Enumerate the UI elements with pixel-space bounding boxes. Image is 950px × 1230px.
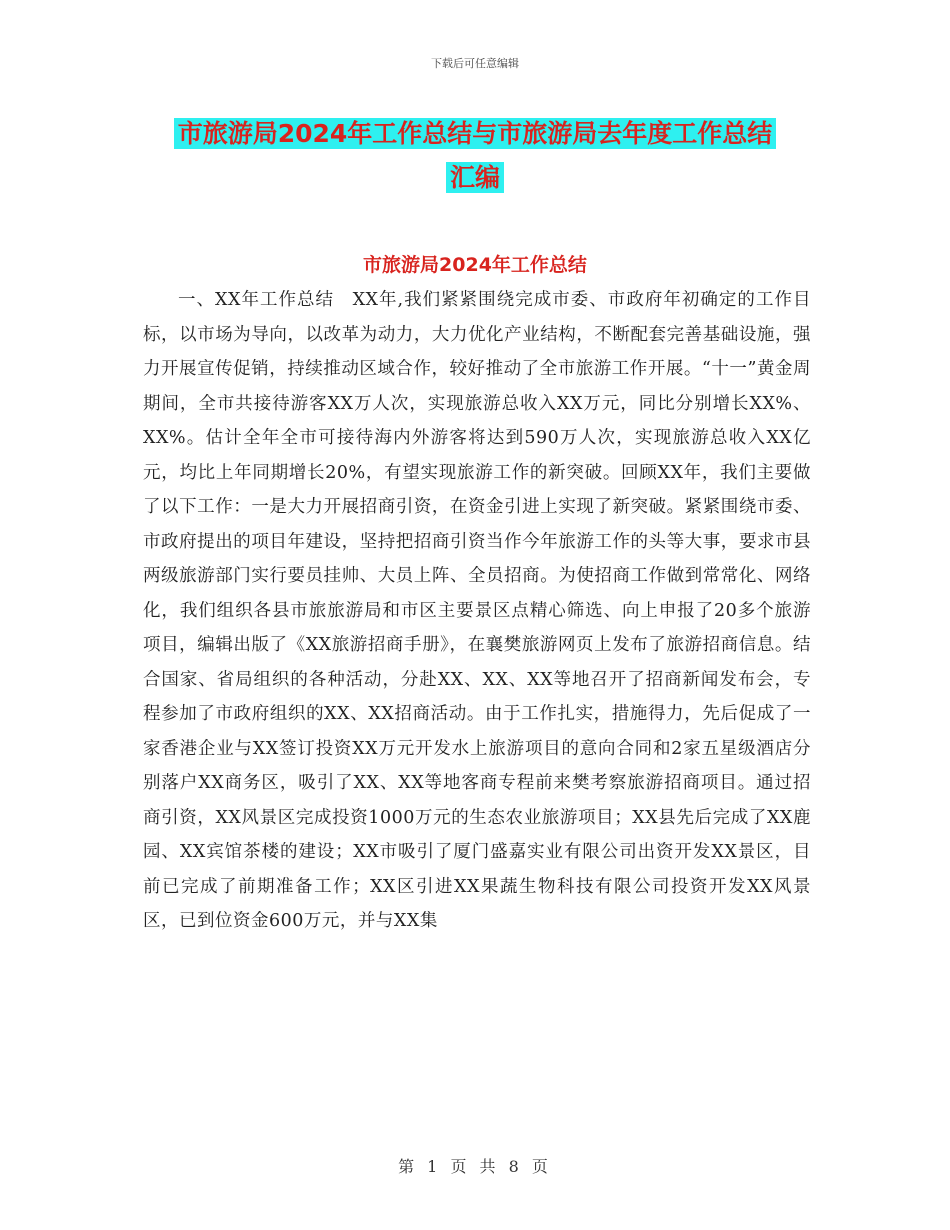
page-header-note: 下载后可任意编辑 (431, 57, 519, 70)
document-main-title (0, 112, 950, 200)
body-paragraph: 一、XX年工作总结 XX年,我们紧紧围绕完成市委、市政府年初确定的工作目标，以市场为导向，以改革为动力，大力优化产业结构，不断配套完善基础设施，强力开展宣传促销，持续推动区域合作，较好推动了全市旅游工作开展。“十一”黄金周期间，全市共接待游客XX万人次，实现旅游总收入XX万元，同比分别增长XX%、XX%。估计全年全市可接待海内外游客将达到590万人次，实现旅游总收入XX亿元，均比上年同期增长20%，有望实现旅游工作的新突破。回顾XX年，我们主要做了以下工作：一是大力开展招商引资，在资金引进上实现了新突破。紧紧围绕市委、市政府提出的项目年建设，坚持把招商引资当作今年旅游工作的头等大事，要求市县两级旅游部门实行要员挂帅、大员上阵、全员招商。为使招商工作做到常常化、网络化，我们组织各县市旅旅游局和市区主要景区点精心筛选、向上申报了20多个旅游项目，编辑出版了《XX旅游招商手册》，在襄樊旅游网页上发布了旅游招商信息。结合国家、省局组织的各种活动，分赴XX、XX、XX等地召开了招商新闻发布会，专程参加了市政府组织的XX、XX招商活动。由于工作扎实，措施得力，先后促成了一家香港企业与XX签订投资XX万元开发水上旅游项目的意向合同和2家五星级酒店分别落户XX商务区，吸引了XX、XX等地客商专程前来樊考察旅游招商项目。通过招商引资，XX风景区完成投资1000万元的生态农业旅游项目；XX县先后完成了XX鹿园、XX宾馆茶楼的建设；XX市吸引了厦门盛嘉实业有限公司出资开发XX景区，目前已完成了前期准备工作；XX区引进XX果蔬生物科技有限公司投资开发XX风景区，已到位资金600万元，并与XX集 (143, 290, 811, 931)
section-title: 市旅游局2024年工作总结 (363, 254, 587, 276)
page-footer-page-number: 第 1 页 共 8 页 (398, 1157, 552, 1176)
main-title-line-1: 市旅游局2024年工作总结与市旅游局去年度工作总结 (174, 118, 777, 149)
main-title-line-2: 汇编 (446, 162, 504, 193)
